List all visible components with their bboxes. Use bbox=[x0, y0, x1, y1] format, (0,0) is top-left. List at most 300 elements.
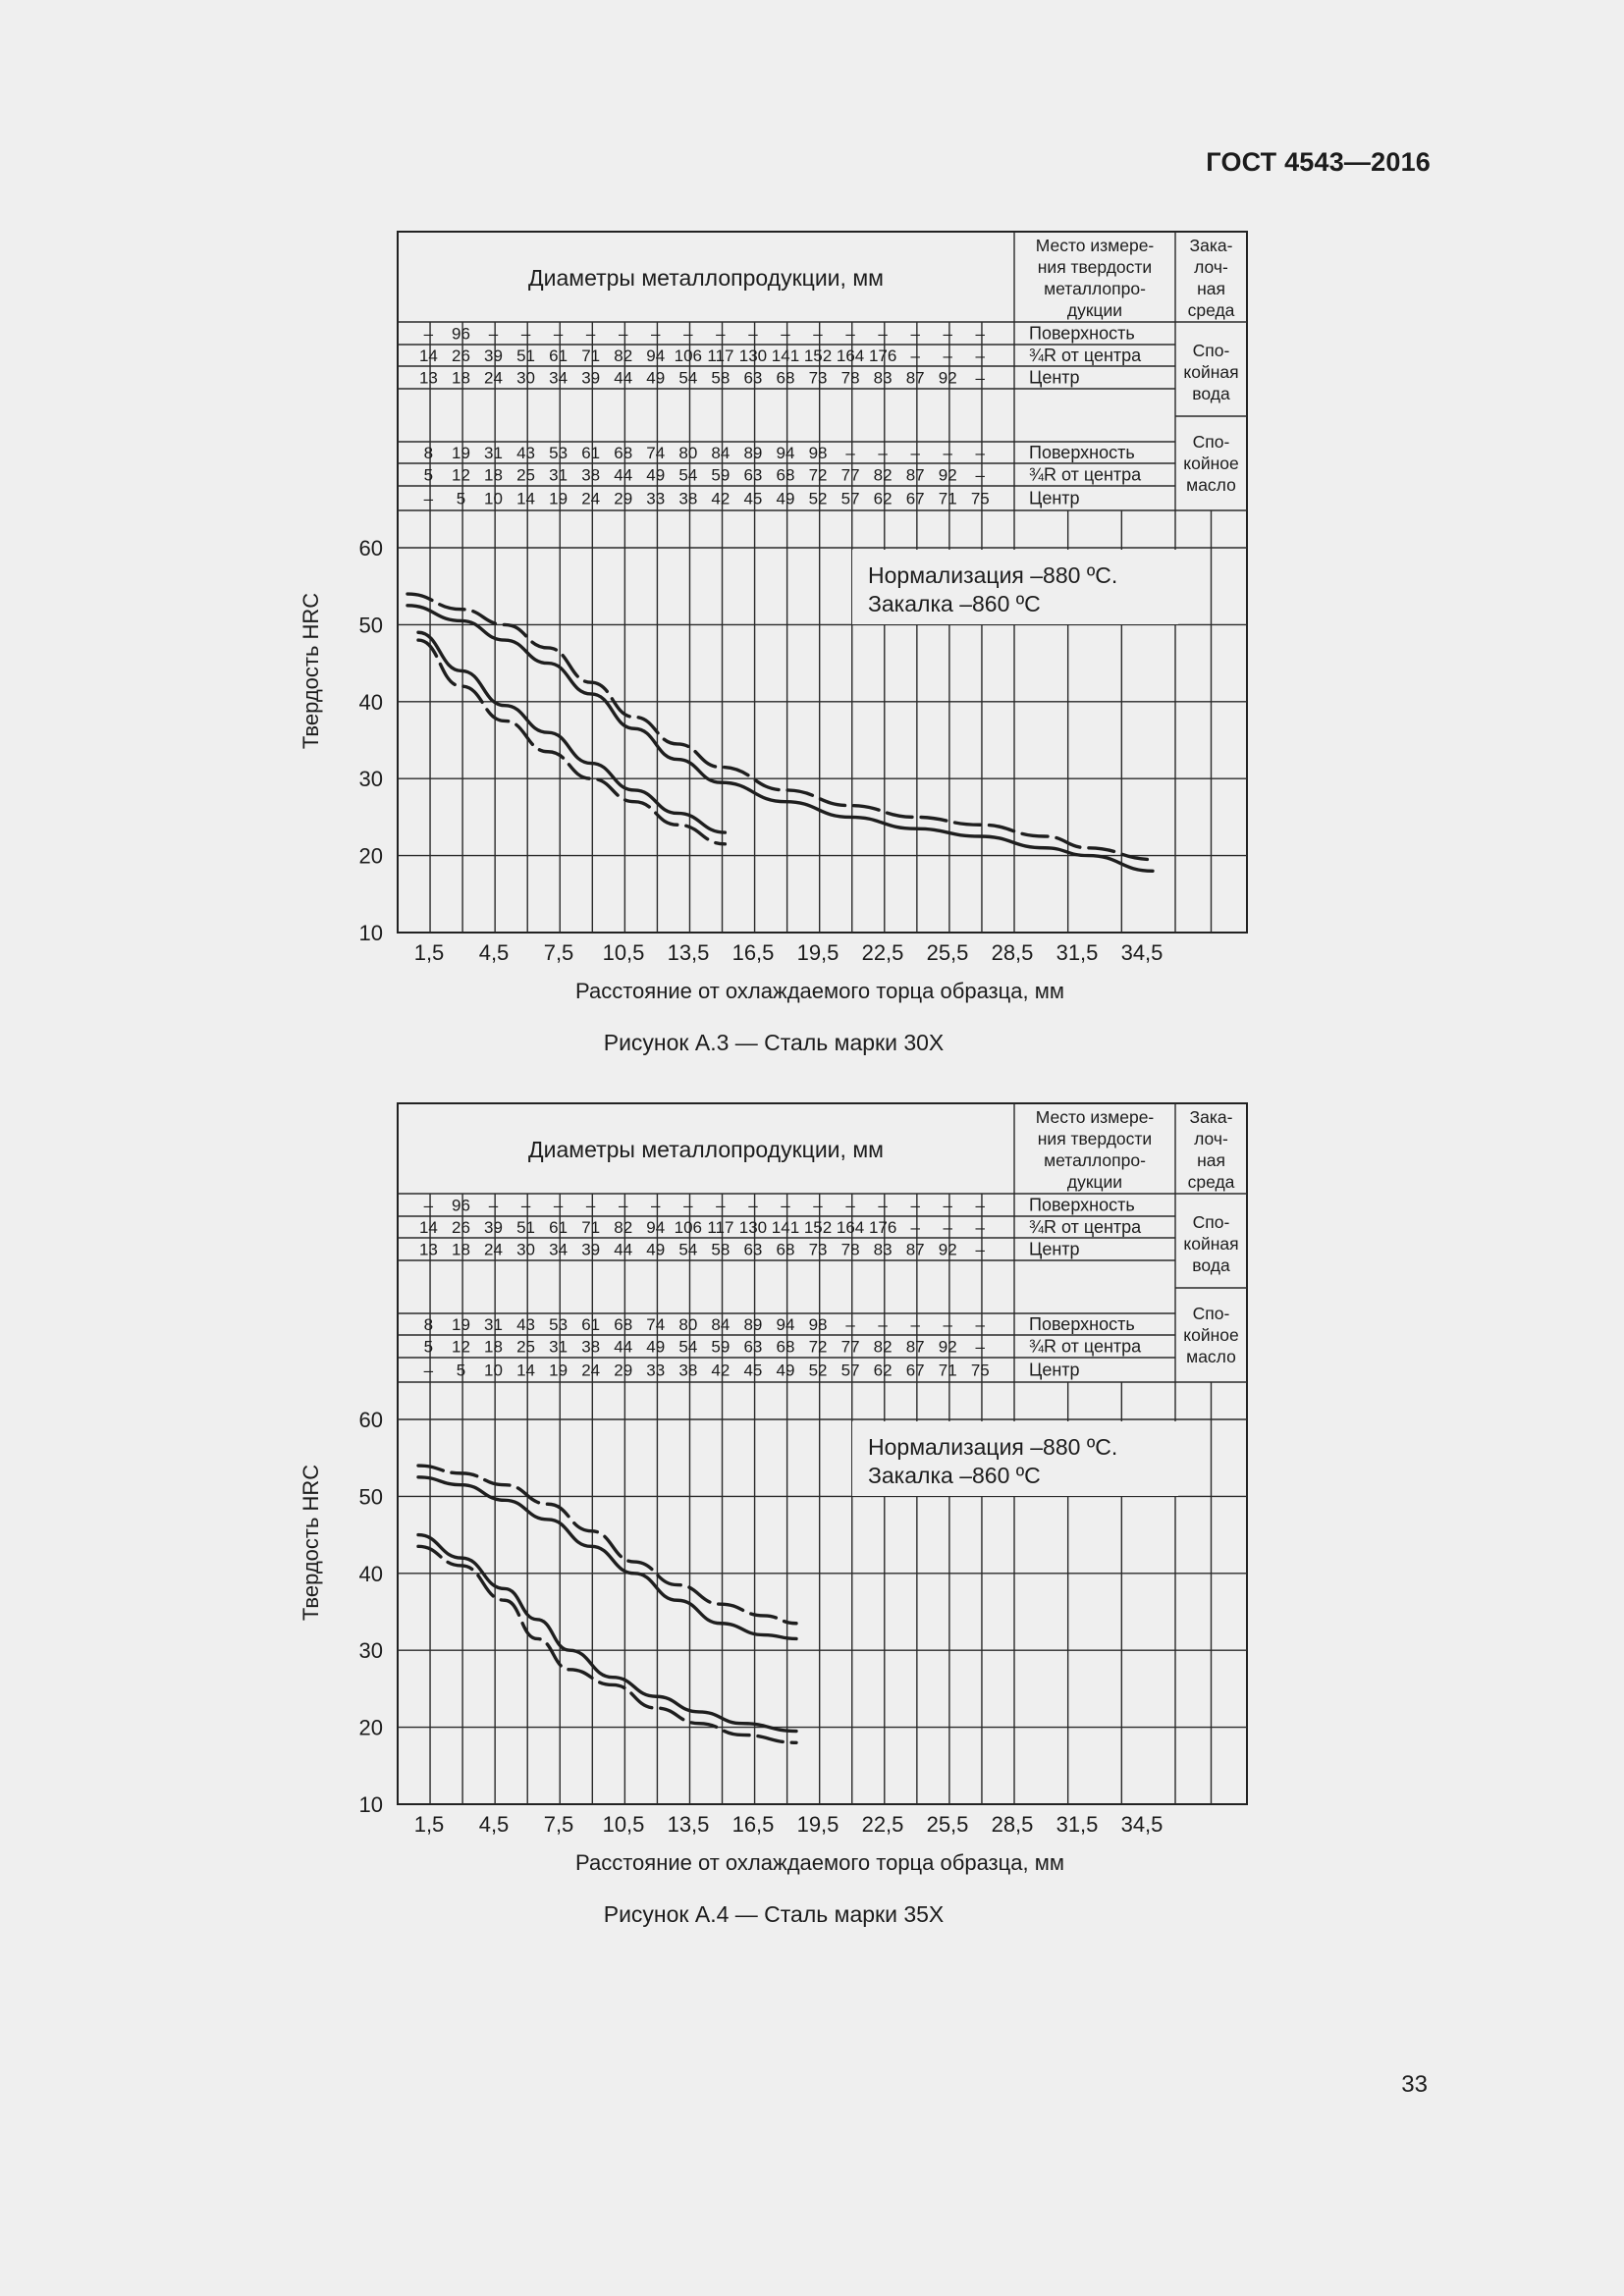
hardness-curve-2-solid bbox=[418, 1477, 796, 1639]
table-cell: 42 bbox=[711, 1361, 731, 1380]
table-cell: – bbox=[878, 444, 888, 462]
x-tick-label: 7,5 bbox=[543, 940, 574, 965]
y-tick-label: 40 bbox=[358, 1561, 383, 1586]
x-tick-label: 19,5 bbox=[796, 940, 839, 965]
medium-water-line: Спо- bbox=[1192, 341, 1230, 360]
table-cell: 12 bbox=[451, 465, 470, 485]
table-cell: 34 bbox=[549, 368, 568, 388]
table-cell: 44 bbox=[614, 1337, 633, 1357]
medium-header-line: лоч- bbox=[1194, 257, 1228, 277]
place-header-line: дукции bbox=[1066, 300, 1123, 320]
table-cell: 87 bbox=[905, 368, 925, 388]
hardness-curve-4-dashed bbox=[418, 1546, 796, 1742]
table-cell: 57 bbox=[840, 1361, 860, 1380]
hardness-curve-3-solid bbox=[418, 1535, 796, 1732]
x-tick-label: 13,5 bbox=[667, 940, 710, 965]
table-cell: 24 bbox=[581, 1361, 601, 1380]
x-tick-label: 10,5 bbox=[602, 1812, 645, 1837]
medium-water-line: койная bbox=[1183, 1234, 1239, 1254]
table-cell: 94 bbox=[776, 444, 795, 462]
x-axis-label: Расстояние от охлаждаемого торца образца, мм bbox=[575, 1850, 1064, 1875]
table-cell: 68 bbox=[776, 1337, 795, 1357]
table-cell: 53 bbox=[549, 1315, 568, 1334]
table-cell: – bbox=[423, 324, 434, 344]
x-axis-label: Расстояние от охлаждаемого торца образца, мм bbox=[575, 979, 1064, 1003]
table-cell: 98 bbox=[808, 444, 828, 462]
place-header-line: металлопро- bbox=[1044, 279, 1146, 298]
table-cell: 84 bbox=[711, 1315, 731, 1334]
table-cell: 74 bbox=[646, 1315, 666, 1334]
table-cell: 33 bbox=[646, 1361, 666, 1380]
y-tick-label: 50 bbox=[358, 613, 383, 638]
table-cell: – bbox=[488, 324, 499, 344]
table-cell: 49 bbox=[646, 1240, 666, 1259]
table-cell: – bbox=[845, 324, 855, 344]
table-cell: 63 bbox=[743, 368, 763, 388]
table-cell: 89 bbox=[743, 444, 763, 462]
table-cell: 31 bbox=[484, 1315, 503, 1334]
table-cell: 75 bbox=[970, 489, 990, 508]
place-cell: ¾R от центра bbox=[1029, 1336, 1142, 1357]
table-cell: 52 bbox=[808, 1361, 828, 1380]
table-cell: – bbox=[975, 1337, 986, 1357]
table-cell: – bbox=[910, 324, 920, 344]
medium-header-line: Зака- bbox=[1189, 236, 1233, 255]
medium-header-line: среда bbox=[1187, 1172, 1235, 1192]
table-cell: 18 bbox=[451, 1240, 470, 1259]
table-cell: 82 bbox=[614, 1218, 633, 1237]
table-cell: 82 bbox=[873, 465, 893, 485]
table-cell: 39 bbox=[484, 1218, 503, 1237]
table-cell: – bbox=[781, 1196, 790, 1215]
table-cell: 10 bbox=[484, 1361, 503, 1380]
table-cell: 52 bbox=[808, 489, 828, 508]
table-cell: 87 bbox=[905, 465, 925, 485]
table-cell: 29 bbox=[614, 1361, 633, 1380]
medium-header-line: среда bbox=[1187, 300, 1235, 320]
table-cell: 51 bbox=[516, 347, 536, 365]
table-cell: 96 bbox=[451, 1196, 470, 1215]
table-cell: – bbox=[520, 324, 531, 344]
x-tick-label: 31,5 bbox=[1056, 940, 1099, 965]
table-cell: 42 bbox=[711, 489, 731, 508]
table-cell: 61 bbox=[549, 347, 568, 365]
table-cell: 77 bbox=[840, 465, 860, 485]
table-cell: 83 bbox=[873, 368, 893, 388]
table-cell: 94 bbox=[776, 1315, 795, 1334]
table-cell: 96 bbox=[451, 324, 470, 344]
table-cell: 84 bbox=[711, 444, 731, 462]
table-cell: 34 bbox=[549, 1240, 568, 1259]
table-cell: 71 bbox=[938, 1361, 957, 1380]
table-cell: 54 bbox=[678, 1337, 698, 1357]
table-cell: 14 bbox=[516, 489, 536, 508]
table-cell: 72 bbox=[808, 1337, 828, 1357]
table-cell: – bbox=[423, 1361, 434, 1380]
table-cell: 13 bbox=[418, 1240, 438, 1259]
medium-water-line: вода bbox=[1192, 1255, 1230, 1275]
table-cell: 80 bbox=[678, 1315, 698, 1334]
table-cell: 92 bbox=[938, 1240, 957, 1259]
table-cell: 63 bbox=[743, 1337, 763, 1357]
table-cell: – bbox=[683, 324, 693, 344]
table-cell: 59 bbox=[711, 1337, 731, 1357]
table-cell: 71 bbox=[581, 347, 601, 365]
table-cell: 68 bbox=[614, 444, 633, 462]
table-cell: – bbox=[943, 324, 952, 344]
table-cell: 74 bbox=[646, 444, 666, 462]
table-cell: 39 bbox=[581, 1240, 601, 1259]
table-cell: – bbox=[975, 324, 986, 344]
table-cell: 31 bbox=[549, 1337, 568, 1357]
table-cell: 82 bbox=[614, 347, 633, 365]
table-cell: – bbox=[651, 324, 661, 344]
table-cell: – bbox=[748, 324, 758, 344]
annotation-text: Закалка –860 ºC bbox=[868, 1463, 1041, 1488]
table-cell: – bbox=[553, 1196, 564, 1215]
table-cell: – bbox=[585, 324, 596, 344]
medium-oil-line: койное bbox=[1183, 1325, 1239, 1345]
table-cell: 49 bbox=[646, 368, 666, 388]
medium-oil-line: Спо- bbox=[1192, 432, 1230, 452]
table-cell: 44 bbox=[614, 368, 633, 388]
table-cell: 61 bbox=[549, 1218, 568, 1237]
table-cell: 54 bbox=[678, 368, 698, 388]
y-tick-label: 40 bbox=[358, 689, 383, 715]
x-tick-label: 34,5 bbox=[1120, 1812, 1164, 1837]
table-cell: 98 bbox=[808, 1315, 828, 1334]
x-tick-label: 13,5 bbox=[667, 1812, 710, 1837]
table-cell: – bbox=[553, 324, 564, 344]
table-cell: 58 bbox=[711, 368, 731, 388]
table-cell: 92 bbox=[938, 368, 957, 388]
table-cell: 71 bbox=[938, 489, 957, 508]
table-cell: 54 bbox=[678, 465, 698, 485]
table-cell: 78 bbox=[840, 1240, 860, 1259]
table-cell: – bbox=[943, 1196, 952, 1215]
table-cell: 5 bbox=[423, 1337, 434, 1357]
place-cell: Поверхность bbox=[1029, 443, 1135, 462]
place-cell: Поверхность bbox=[1029, 323, 1135, 344]
table-cell: 87 bbox=[905, 1337, 925, 1357]
place-cell: Поверхность bbox=[1029, 1195, 1135, 1215]
place-cell: ¾R от центра bbox=[1029, 464, 1142, 485]
figure-a4-chart bbox=[0, 872, 1624, 1927]
x-tick-label: 4,5 bbox=[478, 940, 510, 965]
medium-header-line: лоч- bbox=[1194, 1129, 1228, 1148]
table-cell: 130 bbox=[738, 347, 768, 365]
table-cell: – bbox=[716, 324, 726, 344]
place-header-line: Место измере- bbox=[1035, 236, 1155, 255]
place-header-line: Место измере- bbox=[1035, 1107, 1155, 1127]
figure-caption: Рисунок А.4 — Сталь марки 35Х bbox=[603, 1901, 945, 1927]
table-cell: 92 bbox=[938, 1337, 957, 1357]
table-cell: 13 bbox=[418, 368, 438, 388]
table-cell: 30 bbox=[516, 1240, 536, 1259]
medium-oil-line: койное bbox=[1183, 454, 1239, 473]
table-cell: – bbox=[878, 1315, 888, 1334]
table-cell: 45 bbox=[743, 1361, 763, 1380]
medium-header-line: ная bbox=[1197, 1150, 1225, 1170]
table-cell: 49 bbox=[646, 1337, 666, 1357]
table-cell: 75 bbox=[970, 1361, 990, 1380]
table-cell: – bbox=[618, 1196, 628, 1215]
medium-water-line: Спо- bbox=[1192, 1212, 1230, 1232]
table-cell: 19 bbox=[549, 1361, 568, 1380]
medium-water-line: койная bbox=[1183, 362, 1239, 382]
table-cell: – bbox=[878, 324, 888, 344]
place-cell: Поверхность bbox=[1029, 1314, 1135, 1334]
table-cell: 77 bbox=[840, 1337, 860, 1357]
table-cell: 43 bbox=[516, 444, 536, 462]
table-cell: 164 bbox=[836, 347, 865, 365]
table-cell: – bbox=[423, 1196, 434, 1215]
table-cell: 38 bbox=[678, 489, 698, 508]
y-tick-label: 60 bbox=[358, 536, 383, 561]
table-cell: 19 bbox=[451, 444, 470, 462]
x-tick-label: 28,5 bbox=[991, 1812, 1034, 1837]
table-cell: 19 bbox=[451, 1315, 470, 1334]
table-cell: 24 bbox=[484, 368, 503, 388]
table-cell: – bbox=[845, 1196, 855, 1215]
table-cell: 62 bbox=[873, 1361, 893, 1380]
table-title: Диаметры металлопродукции, мм bbox=[528, 265, 884, 291]
table-cell: – bbox=[975, 368, 986, 388]
table-cell: 26 bbox=[451, 347, 470, 365]
table-cell: 67 bbox=[905, 1361, 925, 1380]
table-cell: 44 bbox=[614, 465, 633, 485]
table-cell: 14 bbox=[418, 347, 438, 365]
table-cell: 130 bbox=[738, 1218, 768, 1237]
y-tick-label: 50 bbox=[358, 1484, 383, 1510]
table-cell: 18 bbox=[484, 1337, 503, 1357]
table-cell: 176 bbox=[868, 347, 897, 365]
annotation-text: Нормализация –880 ºC. bbox=[868, 1434, 1118, 1460]
table-cell: – bbox=[488, 1196, 499, 1215]
table-cell: 117 bbox=[707, 347, 734, 365]
table-cell: – bbox=[975, 444, 986, 462]
annotation-text: Закалка –860 ºC bbox=[868, 591, 1041, 616]
table-cell: 30 bbox=[516, 368, 536, 388]
table-cell: – bbox=[683, 1196, 693, 1215]
table-cell: 49 bbox=[776, 1361, 795, 1380]
table-cell: – bbox=[943, 1315, 952, 1334]
table-cell: – bbox=[910, 347, 920, 365]
y-tick-label: 30 bbox=[358, 767, 383, 792]
table-cell: – bbox=[651, 1196, 661, 1215]
x-tick-label: 34,5 bbox=[1120, 940, 1164, 965]
y-tick-label: 30 bbox=[358, 1638, 383, 1664]
table-cell: – bbox=[618, 324, 628, 344]
table-cell: 38 bbox=[678, 1361, 698, 1380]
y-axis-label: Твердость HRC bbox=[298, 1464, 323, 1622]
place-header-line: ния твердости bbox=[1037, 1129, 1153, 1148]
table-cell: 31 bbox=[484, 444, 503, 462]
table-title: Диаметры металлопродукции, мм bbox=[528, 1137, 884, 1162]
table-cell: 89 bbox=[743, 1315, 763, 1334]
document-header: ГОСТ 4543—2016 bbox=[1206, 147, 1431, 177]
table-cell: 94 bbox=[646, 1218, 666, 1237]
table-cell: 82 bbox=[873, 1337, 893, 1357]
table-cell: 24 bbox=[484, 1240, 503, 1259]
x-tick-label: 7,5 bbox=[543, 1812, 574, 1837]
table-cell: – bbox=[910, 1315, 920, 1334]
x-tick-label: 16,5 bbox=[731, 940, 775, 965]
table-cell: 92 bbox=[938, 465, 957, 485]
table-cell: 78 bbox=[840, 368, 860, 388]
table-cell: 141 bbox=[771, 1218, 800, 1237]
table-cell: 62 bbox=[873, 489, 893, 508]
place-header-line: ния твердости bbox=[1037, 257, 1153, 277]
table-cell: 5 bbox=[456, 1361, 466, 1380]
table-cell: 58 bbox=[711, 1240, 731, 1259]
table-cell: – bbox=[813, 1196, 823, 1215]
table-cell: – bbox=[520, 1196, 531, 1215]
table-cell: 73 bbox=[808, 1240, 828, 1259]
table-cell: – bbox=[975, 465, 986, 485]
table-cell: 68 bbox=[776, 1240, 795, 1259]
table-cell: 44 bbox=[614, 1240, 633, 1259]
y-axis-label: Твердость HRC bbox=[298, 592, 323, 750]
table-cell: – bbox=[845, 1315, 855, 1334]
table-cell: 25 bbox=[516, 1337, 536, 1357]
place-header-line: дукции bbox=[1066, 1172, 1123, 1192]
table-cell: 71 bbox=[581, 1218, 601, 1237]
table-cell: 61 bbox=[581, 444, 601, 462]
place-cell: ¾R от центра bbox=[1029, 1217, 1142, 1237]
medium-water-line: вода bbox=[1192, 384, 1230, 403]
table-cell: 176 bbox=[868, 1218, 897, 1237]
table-cell: 152 bbox=[803, 347, 833, 365]
table-cell: 54 bbox=[678, 1240, 698, 1259]
table-cell: 94 bbox=[646, 347, 666, 365]
table-cell: – bbox=[910, 1218, 920, 1237]
table-cell: 73 bbox=[808, 368, 828, 388]
figure-caption: Рисунок А.3 — Сталь марки 30Х bbox=[603, 1030, 945, 1055]
table-cell: 38 bbox=[581, 1337, 601, 1357]
table-cell: 59 bbox=[711, 465, 731, 485]
x-tick-label: 25,5 bbox=[926, 1812, 969, 1837]
hardness-curve-3-solid bbox=[418, 632, 725, 832]
annotation-text: Нормализация –880 ºC. bbox=[868, 562, 1118, 588]
table-cell: 33 bbox=[646, 489, 666, 508]
x-tick-label: 1,5 bbox=[413, 1812, 445, 1837]
table-cell: 80 bbox=[678, 444, 698, 462]
table-cell: 19 bbox=[549, 489, 568, 508]
medium-oil-line: масло bbox=[1186, 1347, 1236, 1366]
table-cell: 49 bbox=[776, 489, 795, 508]
table-cell: 83 bbox=[873, 1240, 893, 1259]
table-cell: 57 bbox=[840, 489, 860, 508]
table-cell: – bbox=[943, 347, 952, 365]
y-tick-label: 10 bbox=[358, 921, 383, 945]
table-cell: – bbox=[878, 1196, 888, 1215]
table-cell: 31 bbox=[549, 465, 568, 485]
table-cell: 68 bbox=[614, 1315, 633, 1334]
place-header-line: металлопро- bbox=[1044, 1150, 1146, 1170]
table-cell: 106 bbox=[674, 347, 703, 365]
table-cell: 87 bbox=[905, 1240, 925, 1259]
table-cell: – bbox=[781, 324, 790, 344]
table-cell: 72 bbox=[808, 465, 828, 485]
place-cell: Центр bbox=[1029, 1360, 1080, 1380]
y-tick-label: 20 bbox=[358, 843, 383, 869]
table-cell: – bbox=[910, 444, 920, 462]
table-cell: – bbox=[975, 1315, 986, 1334]
x-tick-label: 31,5 bbox=[1056, 1812, 1099, 1837]
table-cell: – bbox=[975, 1196, 986, 1215]
y-tick-label: 20 bbox=[358, 1715, 383, 1740]
table-cell: 14 bbox=[418, 1218, 438, 1237]
table-cell: 68 bbox=[776, 368, 795, 388]
table-cell: 63 bbox=[743, 465, 763, 485]
x-tick-label: 10,5 bbox=[602, 940, 645, 965]
table-cell: 18 bbox=[451, 368, 470, 388]
x-tick-label: 28,5 bbox=[991, 940, 1034, 965]
table-cell: – bbox=[975, 1240, 986, 1259]
table-cell: 117 bbox=[707, 1218, 734, 1237]
x-tick-label: 16,5 bbox=[731, 1812, 775, 1837]
table-cell: – bbox=[813, 324, 823, 344]
x-tick-label: 22,5 bbox=[861, 1812, 904, 1837]
table-cell: 5 bbox=[423, 465, 434, 485]
table-cell: 8 bbox=[423, 444, 434, 462]
table-cell: 8 bbox=[423, 1315, 434, 1334]
table-cell: 152 bbox=[803, 1218, 833, 1237]
hardness-curve-2-solid bbox=[407, 606, 1153, 871]
figure-a3-chart bbox=[0, 0, 1624, 1055]
table-cell: 10 bbox=[484, 489, 503, 508]
table-cell: – bbox=[910, 1196, 920, 1215]
medium-header-line: Зака- bbox=[1189, 1107, 1233, 1127]
table-cell: 164 bbox=[836, 1218, 865, 1237]
table-cell: – bbox=[716, 1196, 726, 1215]
table-cell: 26 bbox=[451, 1218, 470, 1237]
x-tick-label: 25,5 bbox=[926, 940, 969, 965]
table-cell: – bbox=[845, 444, 855, 462]
x-tick-label: 19,5 bbox=[796, 1812, 839, 1837]
medium-header-line: ная bbox=[1197, 279, 1225, 298]
table-cell: 51 bbox=[516, 1218, 536, 1237]
table-cell: – bbox=[423, 489, 434, 508]
place-cell: Центр bbox=[1029, 367, 1080, 388]
table-cell: 39 bbox=[484, 347, 503, 365]
table-cell: 106 bbox=[674, 1218, 703, 1237]
x-tick-label: 4,5 bbox=[478, 1812, 510, 1837]
table-cell: 29 bbox=[614, 489, 633, 508]
table-cell: 5 bbox=[456, 489, 466, 508]
medium-oil-line: масло bbox=[1186, 475, 1236, 495]
table-cell: – bbox=[748, 1196, 758, 1215]
table-cell: 38 bbox=[581, 465, 601, 485]
y-tick-label: 10 bbox=[358, 1792, 383, 1817]
table-cell: – bbox=[975, 347, 986, 365]
table-cell: 49 bbox=[646, 465, 666, 485]
x-tick-label: 22,5 bbox=[861, 940, 904, 965]
table-cell: – bbox=[943, 444, 952, 462]
table-cell: 141 bbox=[771, 347, 800, 365]
table-cell: 25 bbox=[516, 465, 536, 485]
table-cell: 53 bbox=[549, 444, 568, 462]
table-cell: – bbox=[585, 1196, 596, 1215]
table-cell: 39 bbox=[581, 368, 601, 388]
y-tick-label: 60 bbox=[358, 1408, 383, 1432]
table-cell: 67 bbox=[905, 489, 925, 508]
place-cell: Центр bbox=[1029, 488, 1080, 508]
place-cell: ¾R от центра bbox=[1029, 346, 1142, 365]
table-cell: 14 bbox=[516, 1361, 536, 1380]
table-cell: 43 bbox=[516, 1315, 536, 1334]
